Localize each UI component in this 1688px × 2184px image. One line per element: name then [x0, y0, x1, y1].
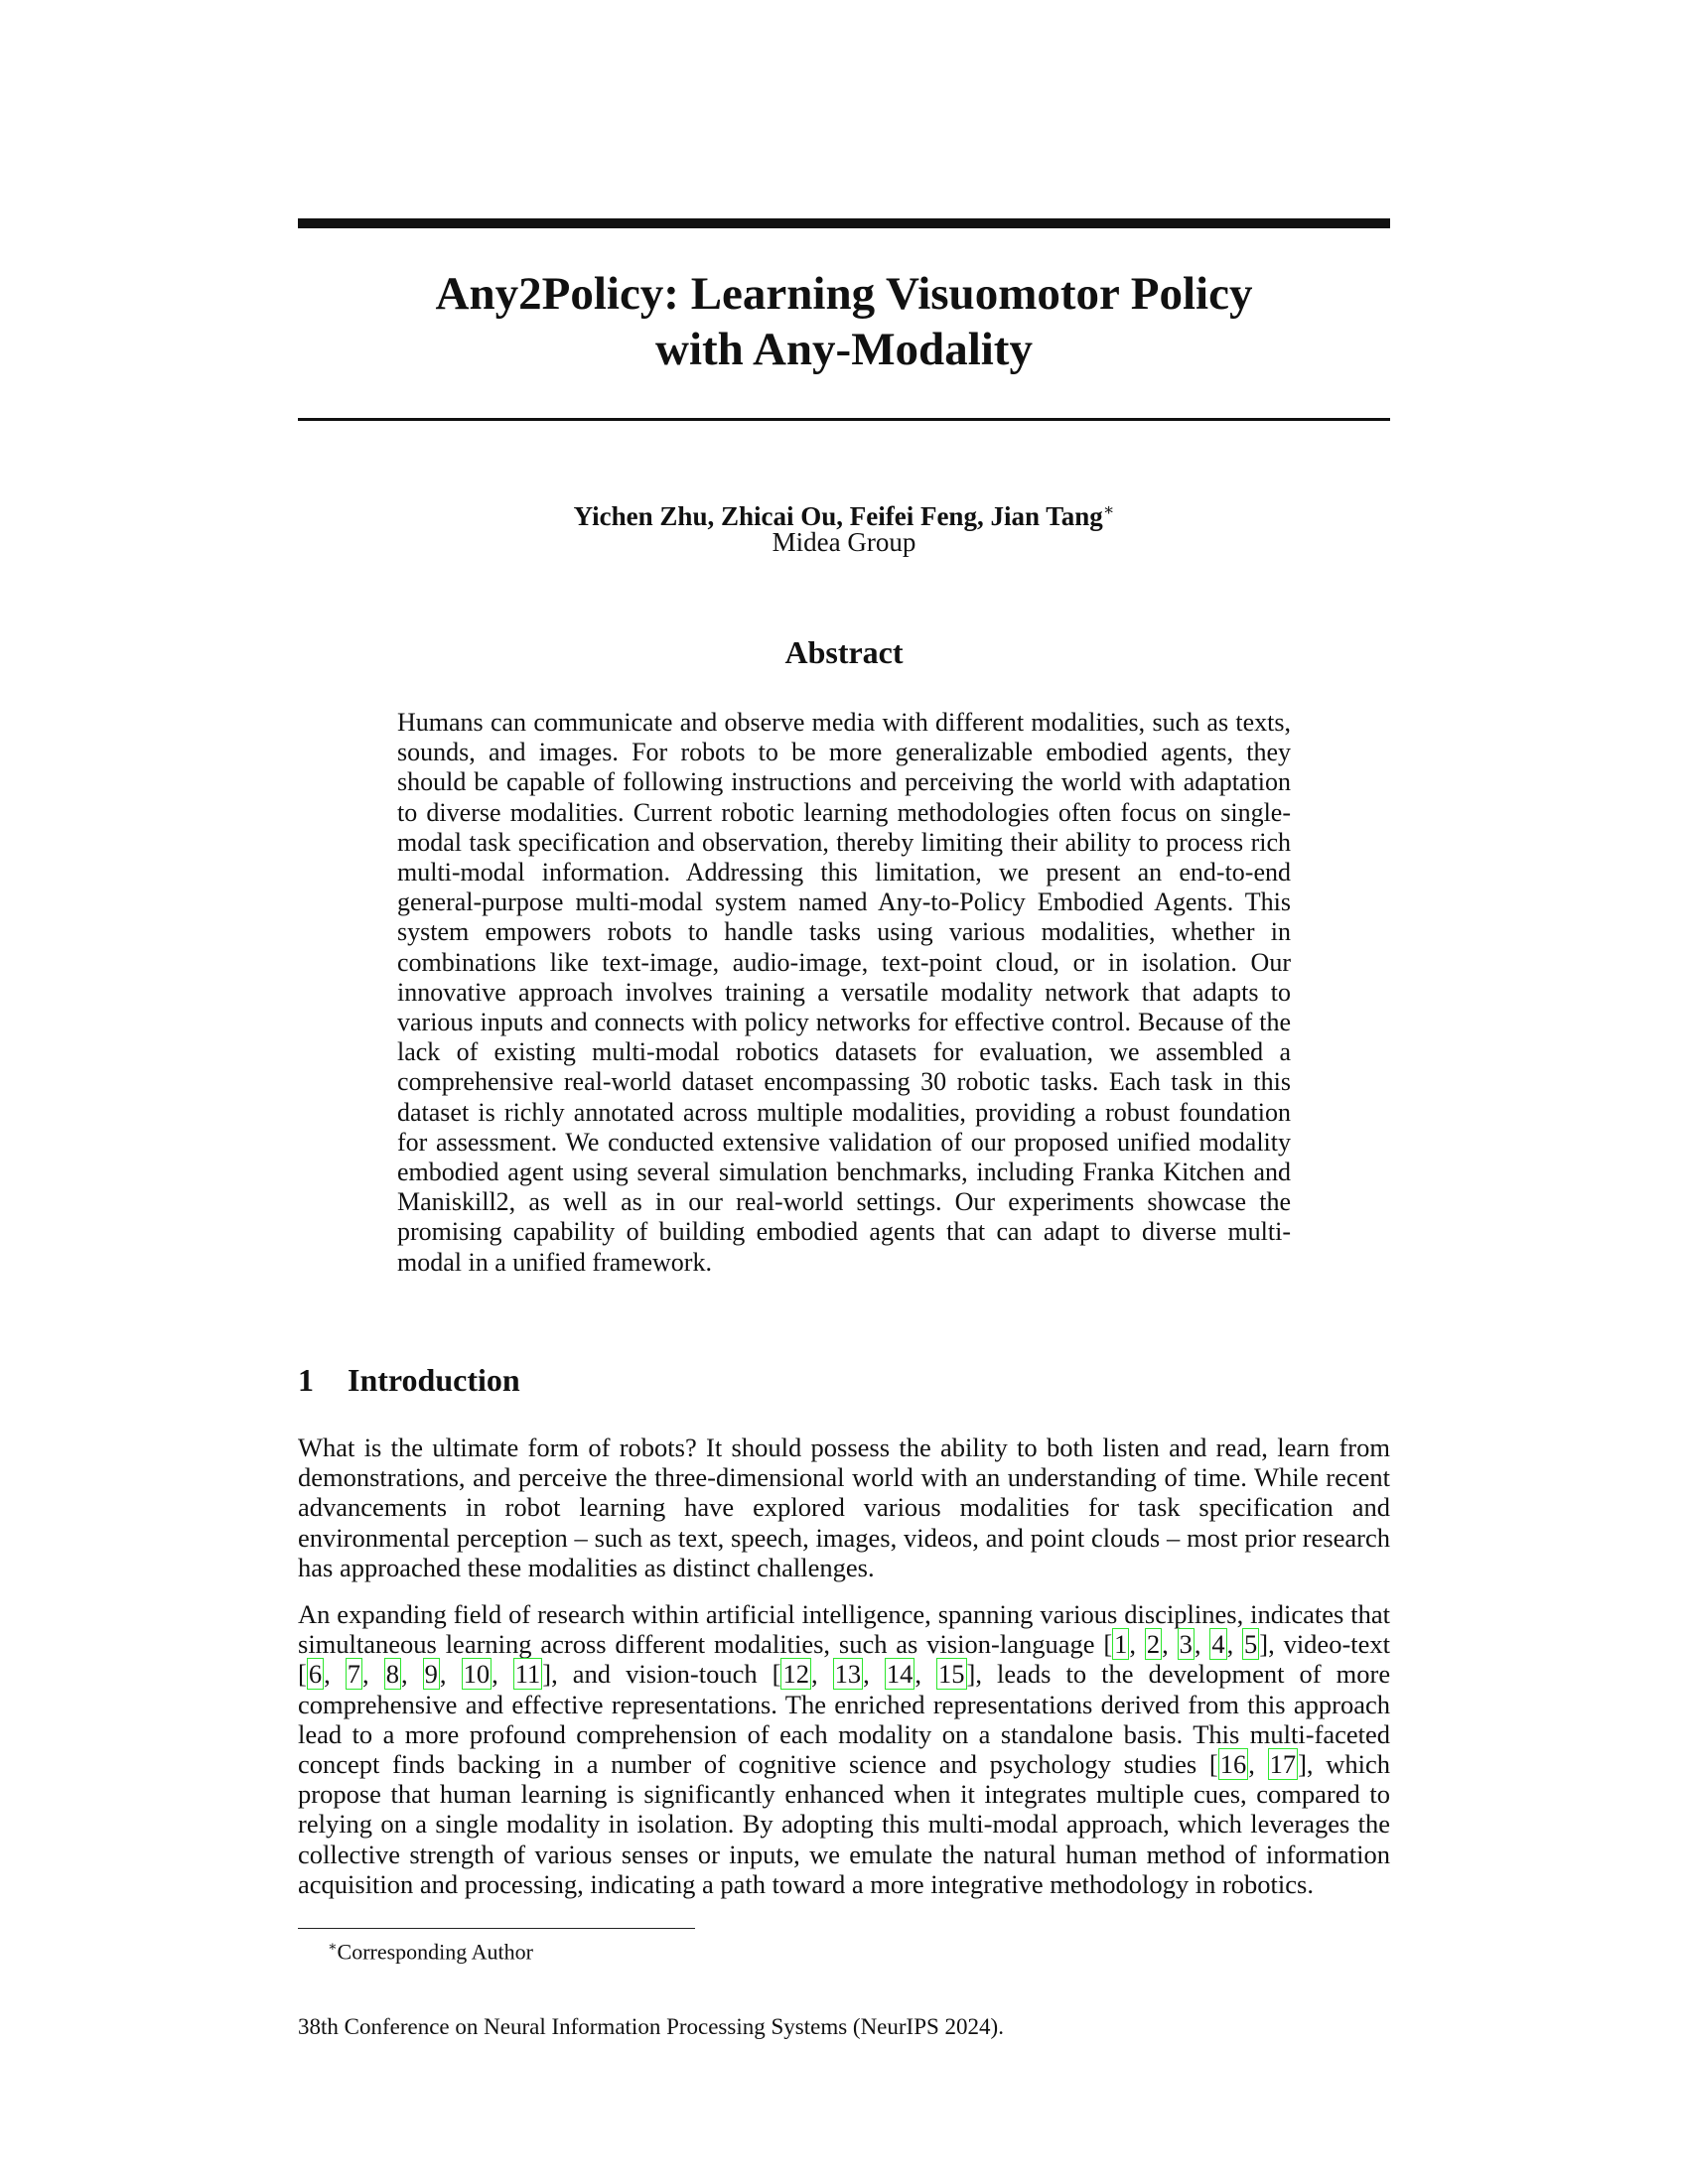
intro-paragraph-1: What is the ultimate form of robots? It should possess the ability to both listen and read, learn from demonstrations, and perceive the three-dimensional world with an understanding of time. While recent advancements in robot learning have explored various modalities for task specification and environmental perception – such as text, speech, images, videos, and point clouds – most prior research has approached these modalities as distinct challenges.	[298, 1433, 1390, 1582]
footnote	[328, 1934, 533, 1966]
citation-link[interactable]: 15	[938, 1659, 965, 1690]
section-heading-introduction	[298, 1361, 1390, 1399]
citation-link[interactable]: 10	[463, 1659, 491, 1690]
author-footnote-mark: ∗	[1102, 500, 1115, 519]
citation-link[interactable]: 7	[347, 1659, 361, 1690]
title-line-1: Any2Policy: Learning Visuomotor Policy	[435, 268, 1253, 320]
intro-paragraph-2: An expanding field of research within artificial intelligence, spanning various disciplines, indicates that simultaneous learning across different modalities, such as vision-language [1, 2, 3, 4, 5], video-text [6, 7, 8, 9, 10, 11], and vision-touch [12, 13, 14, 15], leads to the development of more comprehensive and effective representations. The enriched representations derived from this approach lead to a more profound comprehension of each modality on a standalone basis. This multi-faceted concept finds backing in a number of cognitive science and psychology studies [16, 17], which propose that human learning is significantly enhanced when it integrates multiple cues, compared to relying on a single modality in isolation. By adopting this multi-modal approach, which leverages the collective strength of various senses or inputs, we emulate the natural human method of information acquisition and processing, indicating a path toward a more integrative methodology in robotics.	[298, 1599, 1391, 1899]
affiliation: Midea Group	[772, 527, 916, 557]
para2-text-4: ], leads to the development of more comprehensive and effective representations. The enriched representations derived from this approach lead to a more profound comprehension of each modality on a standalone basis. This multi-faceted concept finds backing in a number of cognitive science and psychology studies [	[298, 1659, 1391, 1780]
section-title: Introduction	[348, 1362, 520, 1398]
para2-text-1: An expanding field of research within artificial intelligence, spanning various disciplines, indicates that simultaneous learning across different modalities, such as vision-language [	[298, 1599, 1390, 1660]
para2-text-3: ], and vision-touch [	[542, 1659, 781, 1690]
venue-note: 38th Conference on Neural Information Processing Systems (NeurIPS 2024).	[298, 2014, 1004, 2039]
title-line-2: with Any-Modality	[655, 324, 1033, 375]
abstract-body: Humans can communicate and observe media with different modalities, such as texts, sounds, and images. For robots to be more generalizable embodied agents, they should be capable of following instructions and perceiving the world with adaptation to diverse modalities. Current robotic learning methodologies often focus on single-modal task specification and observation, thereby limiting their ability to process rich multi-modal information. Addressing this limitation, we present an end-to-end general-purpose multi-modal system named Any-to-Policy Embodied Agents. This system empowers robots to handle tasks using various modalities, whether in combinations like text-image, audio-image, text-point cloud, or in isolation. Our innovative approach involves training a versatile modality network that adapts to various inputs and connects with policy networks for effective control. Because of the lack of existing multi-modal robotics datasets for evaluation, we assembled a comprehensive real-world dataset encompassing 30 robotic tasks. Each task in this dataset is richly annotated across multiple modalities, providing a robust foundation for assessment. We conducted extensive validation of our proposed unified modality embodied agent using several simulation benchmarks, including Franka Kitchen and Maniskill2, as well as in our real-world settings. Our experiments showcase the promising capability of building embodied agents that can adapt to diverse multi-modal in a unified framework.	[397, 708, 1291, 1277]
abstract-heading: Abstract	[784, 634, 904, 670]
citation-link[interactable]: 1	[1114, 1629, 1128, 1660]
citation-link[interactable]: 13	[834, 1659, 862, 1690]
citation-link[interactable]: 14	[886, 1659, 914, 1690]
para2-text-2: ], video-text [	[298, 1629, 1391, 1690]
title-top-rule	[298, 218, 1390, 228]
section-number: 1	[298, 1362, 314, 1398]
citation-link[interactable]: 3	[1179, 1629, 1193, 1660]
para2-text-5: ], which propose that human learning is significantly enhanced when it integrates multiple cues, compared to relying on a single modality in isolation. By adopting this multi-modal approach, which leverages the collective strength of various senses or inputs, we emulate the natural human method of information acquisition and processing, indicating a path toward a more integrative methodology in robotics.	[298, 1749, 1391, 1899]
citation-link[interactable]: 9	[424, 1659, 438, 1690]
footnote-text: Corresponding Author	[337, 1939, 533, 1965]
citation-link[interactable]: 12	[782, 1659, 809, 1690]
title-bottom-rule	[298, 418, 1390, 421]
citation-link[interactable]: 16	[1219, 1749, 1247, 1780]
citation-link[interactable]: 5	[1244, 1629, 1258, 1660]
paper-title	[298, 266, 1390, 377]
citation-link[interactable]: 17	[1269, 1749, 1297, 1780]
footnote-mark: ∗	[328, 1940, 338, 1955]
citation-link[interactable]: 4	[1211, 1629, 1225, 1660]
citation-link[interactable]: 11	[514, 1659, 541, 1690]
authors-text: Yichen Zhu, Zhicai Ou, Feifei Feng, Jian Tang	[573, 501, 1103, 531]
citation-link[interactable]: 8	[385, 1659, 399, 1690]
footnote-rule	[298, 1928, 695, 1929]
citation-link[interactable]: 6	[308, 1659, 323, 1690]
citation-link[interactable]: 2	[1146, 1629, 1161, 1660]
